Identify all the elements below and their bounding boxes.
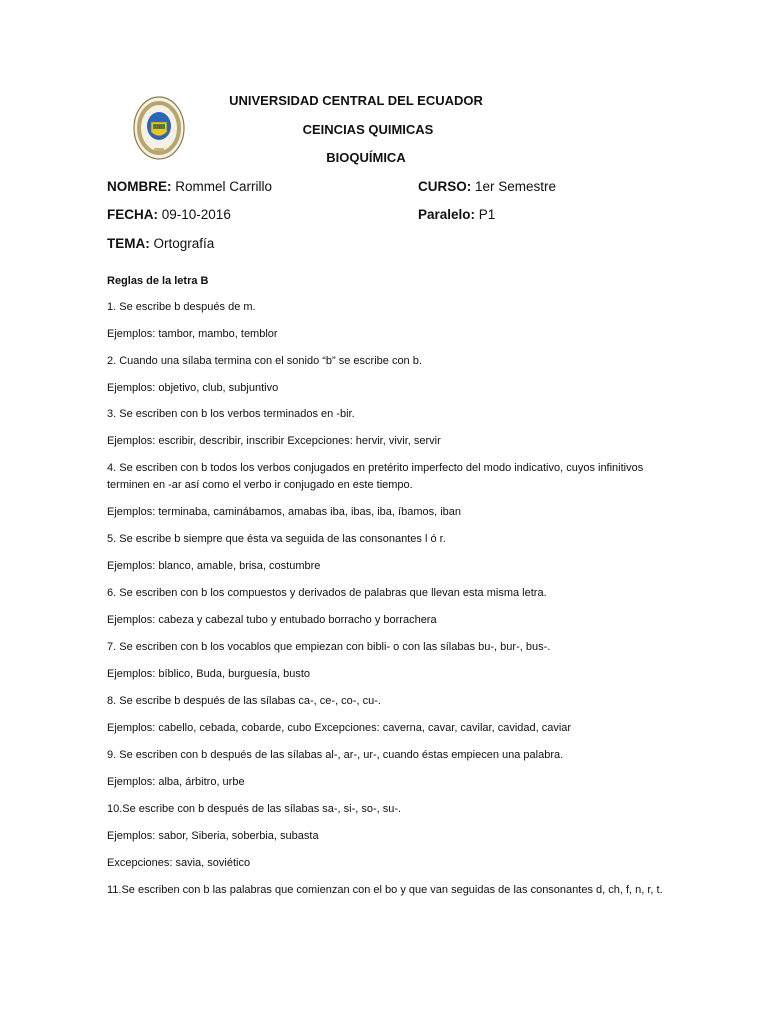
paragraph: 11.Se escriben con b las palabras que comienzan con el bo y que van seguidas de las consonantes d, ch, f, n, r, t. [107, 884, 663, 896]
example-paragraph [107, 720, 677, 737]
example-paragraph [107, 326, 677, 343]
rule-paragraph [107, 406, 677, 423]
paralelo-field [418, 207, 495, 222]
example-paragraph [107, 828, 677, 845]
paragraph: 2. Cuando una sílaba termina con el sonido “b” se escribe con b. [107, 355, 422, 367]
paragraph: 6. Se escriben con b los compuestos y derivados de palabras que llevan esta misma letra. [107, 587, 547, 599]
paragraph: Ejemplos: objetivo, club, subjuntivo [107, 382, 279, 394]
rule-paragraph [107, 801, 677, 818]
fecha-field [107, 207, 231, 222]
rule-paragraph [107, 693, 677, 710]
paragraph: Ejemplos: blanco, amable, brisa, costumbre [107, 560, 321, 572]
rule-paragraph [107, 882, 677, 899]
faculty-title: CEINCIAS QUIMICAS [302, 122, 434, 137]
paragraph: Ejemplos: escribir, describir, inscribir Excepciones: hervir, vivir, servir [107, 435, 441, 447]
paragraph: 9. Se escriben con b después de las sílabas al-, ar-, ur-, cuando éstas empiecen una palabra. [107, 749, 564, 761]
rule-paragraph [107, 299, 677, 316]
curso-label: CURSO: [418, 179, 472, 194]
paragraph: Ejemplos: cabeza y cabezal tubo y entubado borracho y borrachera [107, 614, 437, 626]
fecha-label: FECHA: [107, 207, 158, 222]
university-title: UNIVERSIDAD CENTRAL DEL ECUADOR [229, 93, 483, 108]
paragraph: 7. Se escriben con b los vocablos que empiezan con bibli- o con las sílabas bu-, bur-, bus-. [107, 641, 551, 653]
rule-paragraph [107, 639, 677, 656]
paralelo-value: P1 [478, 207, 496, 222]
rule-paragraph [107, 747, 677, 764]
section-heading: Reglas de la letra B [107, 275, 209, 287]
example-paragraph [107, 666, 677, 683]
example-paragraph [107, 504, 677, 521]
fecha-value: 09-10-2016 [161, 207, 231, 222]
nombre-field [107, 179, 272, 194]
example-paragraph [107, 612, 677, 629]
subject-title: BIOQUÍMICA [326, 150, 406, 165]
nombre-label: NOMBRE: [107, 179, 172, 194]
paragraph: 1. Se escribe b después de m. [107, 301, 256, 313]
exceptions-paragraph [107, 855, 677, 872]
rule-paragraph [107, 585, 677, 602]
paragraph: 4. Se escriben con b todos los verbos conjugados en pretérito imperfecto del modo indicativo, cuyos infinitivos terminen en -ar así como el verbo ir conjugado en este tiempo. [107, 462, 644, 491]
tema-value: Ortografía [153, 236, 215, 251]
tema-label: TEMA: [107, 236, 150, 251]
curso-value: 1er Semestre [475, 179, 557, 194]
rule-paragraph [107, 460, 677, 494]
paragraph: Ejemplos: cabello, cebada, cobarde, cubo Excepciones: caverna, cavar, cavilar, cavidad, caviar [107, 722, 572, 734]
example-paragraph [107, 558, 677, 575]
curso-field [418, 179, 556, 194]
rule-paragraph [107, 531, 677, 548]
tema-field [107, 236, 214, 251]
paragraph: 8. Se escribe b después de las sílabas ca-, ce-, co-, cu-. [107, 695, 381, 707]
example-paragraph [107, 774, 677, 791]
paragraph: Ejemplos: sabor, Siberia, soberbia, subasta [107, 830, 319, 842]
paralelo-label: Paralelo: [418, 207, 476, 222]
paragraph: Ejemplos: terminaba, caminábamos, amabas iba, ibas, iba, íbamos, iban [107, 506, 462, 518]
paragraph: 10.Se escribe con b después de las sílabas sa-, si-, so-, su-. [107, 803, 402, 815]
example-paragraph [107, 380, 677, 397]
paragraph: Ejemplos: alba, árbitro, urbe [107, 776, 245, 788]
example-paragraph [107, 433, 677, 450]
nombre-value: Rommel Carrillo [175, 179, 273, 194]
rules-heading [107, 273, 677, 290]
rule-paragraph [107, 353, 677, 370]
paragraph: 3. Se escriben con b los verbos terminados en -bir. [107, 408, 355, 420]
paragraph: Ejemplos: bíblico, Buda, burguesía, busto [107, 668, 311, 680]
paragraph: Ejemplos: tambor, mambo, temblor [107, 328, 278, 340]
paragraph: 5. Se escribe b siempre que ésta va seguida de las consonantes l ó r. [107, 533, 446, 545]
paragraph: Excepciones: savia, soviético [107, 857, 251, 869]
